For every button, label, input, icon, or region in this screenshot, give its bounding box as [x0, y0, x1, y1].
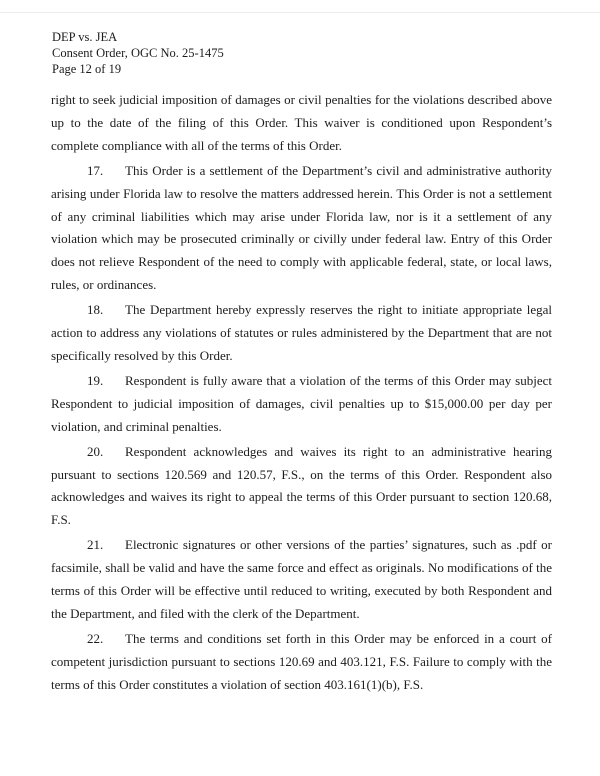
paragraph-20: [51, 441, 552, 533]
paragraph-21: [51, 534, 552, 626]
scan-artifact-line: [0, 12, 600, 13]
paragraph-19: [51, 370, 552, 439]
paragraph-17-text: This Order is a settlement of the Department’s civil and administrative authority arising under Florida law to resolve the matters addressed herein. This Order is not a settlement of any criminal liabilities which may arise under Florida law, nor is it a settlement of any violation which may be prosecuted criminally or civilly under federal law. Entry of this Order does not relieve Respondent of the need to comply with applicable federal, state, or local laws, rules, or ordinances.: [51, 162, 552, 293]
paragraph-22: [51, 628, 552, 697]
header-case-line: DEP vs. JEA: [52, 30, 118, 44]
header-order-number-line: Consent Order, OGC No. 25-1475: [52, 46, 224, 60]
paragraph-20-number: 20.: [87, 443, 104, 459]
paragraph-19-text: Respondent is fully aware that a violation of the terms of this Order may subject Respondent to judicial imposition of damages, civil penalties up to $15,000.00 per day per violation, and criminal penalties.: [51, 372, 552, 434]
paragraph-18: [51, 299, 552, 368]
paragraph-17-number: 17.: [87, 162, 104, 178]
paragraph-continuation: right to seek judicial imposition of damages or civil penalties for the violations described above up to the date of the filing of this Order. This waiver is conditioned upon Respondent’s complete compliance with all of the terms of this Order.: [51, 92, 552, 153]
paragraph-20-text: Respondent acknowledges and waives its right to an administrative hearing pursuant to sections 120.569 and 120.57, F.S., on the terms of this Order. Respondent also acknowledges and waives its right to appeal the terms of this Order pursuant to section 120.68, F.S.: [51, 443, 552, 528]
paragraph-17: [51, 160, 552, 297]
document-body: [51, 89, 552, 697]
paragraph-22-text: The terms and conditions set forth in this Order may be enforced in a court of competent jurisdiction pursuant to sections 120.69 and 403.121, F.S. Failure to comply with the terms of this Order constitutes a violation of section 403.161(1)(b), F.S.: [51, 630, 552, 692]
paragraph-19-number: 19.: [87, 372, 104, 388]
paragraph-18-text: The Department hereby expressly reserves the right to initiate appropriate legal action to address any violations of statutes or rules administered by the Department that are not specifically resolved by this Order.: [51, 302, 552, 363]
paragraph-18-number: 18.: [87, 302, 104, 318]
paragraph-21-number: 21.: [87, 537, 104, 553]
paragraph-22-number: 22.: [87, 630, 104, 646]
paragraph-21-text: Electronic signatures or other versions of the parties’ signatures, such as .pdf or facsimile, shall be valid and have the same force and effect as originals. No modifications of the terms of this Order will be effective until reduced to writing, executed by both Respondent and the Department, and filed with the clerk of the Department.: [51, 537, 552, 621]
header-page-number-line: Page 12 of 19: [52, 62, 122, 76]
document-header: [52, 29, 224, 77]
